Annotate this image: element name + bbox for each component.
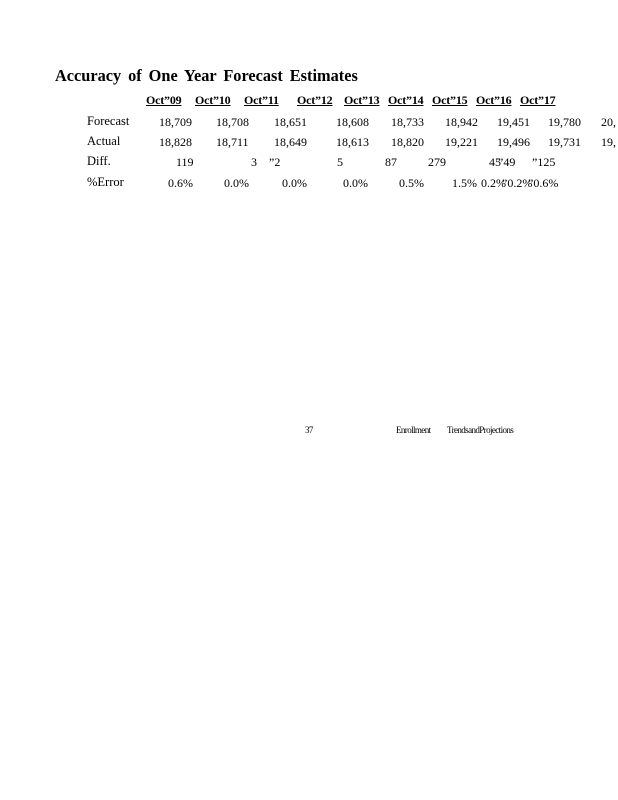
table-cell: 119 <box>176 155 194 169</box>
table-cell: 0.6% <box>168 176 193 190</box>
column-header-oct09: Oct”09 <box>146 93 182 107</box>
table-cell: 19,451 <box>497 115 530 129</box>
table-cell: 19,780 <box>548 115 581 129</box>
table-cell: 45 <box>489 155 501 169</box>
column-header-oct13: Oct”13 <box>344 93 380 107</box>
row-label-forecast: Forecast <box>87 114 130 128</box>
table-cell: 18,708 <box>216 115 249 129</box>
table-cell: 0.0% <box>282 176 307 190</box>
column-header-oct14: Oct”14 <box>388 93 424 107</box>
table-cell: 19, <box>601 135 616 149</box>
row-label-diff: Diff. <box>87 154 111 168</box>
table-cell: 0.0% <box>224 176 249 190</box>
table-cell: 19,496 <box>497 135 530 149</box>
column-header-oct17: Oct”17 <box>520 93 556 107</box>
table-cell: ”49 <box>498 155 516 169</box>
table-cell: ”0.6% <box>528 176 559 190</box>
table-cell: 18,942 <box>445 115 478 129</box>
table-cell: 18,828 <box>159 135 192 149</box>
table-cell: 18,649 <box>274 135 307 149</box>
row-label-error: %Error <box>87 175 124 189</box>
table-cell: 18,733 <box>391 115 424 129</box>
page-number: 37 <box>305 425 313 435</box>
table-cell: ”2 <box>269 155 281 169</box>
footer-title: Enrollment <box>396 425 431 435</box>
row-label-actual: Actual <box>87 134 121 148</box>
table-cell: 279 <box>428 155 446 169</box>
table-cell: 20, <box>601 115 616 129</box>
column-header-oct11: Oct”11 <box>244 93 279 107</box>
table-cell: 5 <box>337 155 343 169</box>
table-cell: 0.0% <box>343 176 368 190</box>
column-header-oct12: Oct”12 <box>297 93 333 107</box>
column-header-oct10: Oct”10 <box>195 93 231 107</box>
table-cell: 0.2% <box>481 176 506 190</box>
column-header-oct16: Oct”16 <box>476 93 512 107</box>
table-cell: 18,711 <box>216 135 249 149</box>
table-cell: 0.5% <box>399 176 424 190</box>
table-cell: ”0.2% <box>502 176 533 190</box>
table-cell: 18,608 <box>336 115 369 129</box>
table-cell: 1.5% <box>452 176 477 190</box>
table-cell: 18,820 <box>391 135 424 149</box>
column-header-oct15: Oct”15 <box>432 93 468 107</box>
table-cell: 18,651 <box>274 115 307 129</box>
table-cell: 19,221 <box>445 135 478 149</box>
table-cell: 18,613 <box>336 135 369 149</box>
table-cell: 18,709 <box>159 115 192 129</box>
table-cell: 19,731 <box>548 135 581 149</box>
page-title: Accuracy of One Year Forecast Estimates <box>55 66 358 85</box>
table-cell: 3 <box>251 155 257 169</box>
footer-subtitle: TrendsandProjections <box>447 425 514 435</box>
table-cell: 87 <box>385 155 397 169</box>
table-cell: ”125 <box>532 155 556 169</box>
